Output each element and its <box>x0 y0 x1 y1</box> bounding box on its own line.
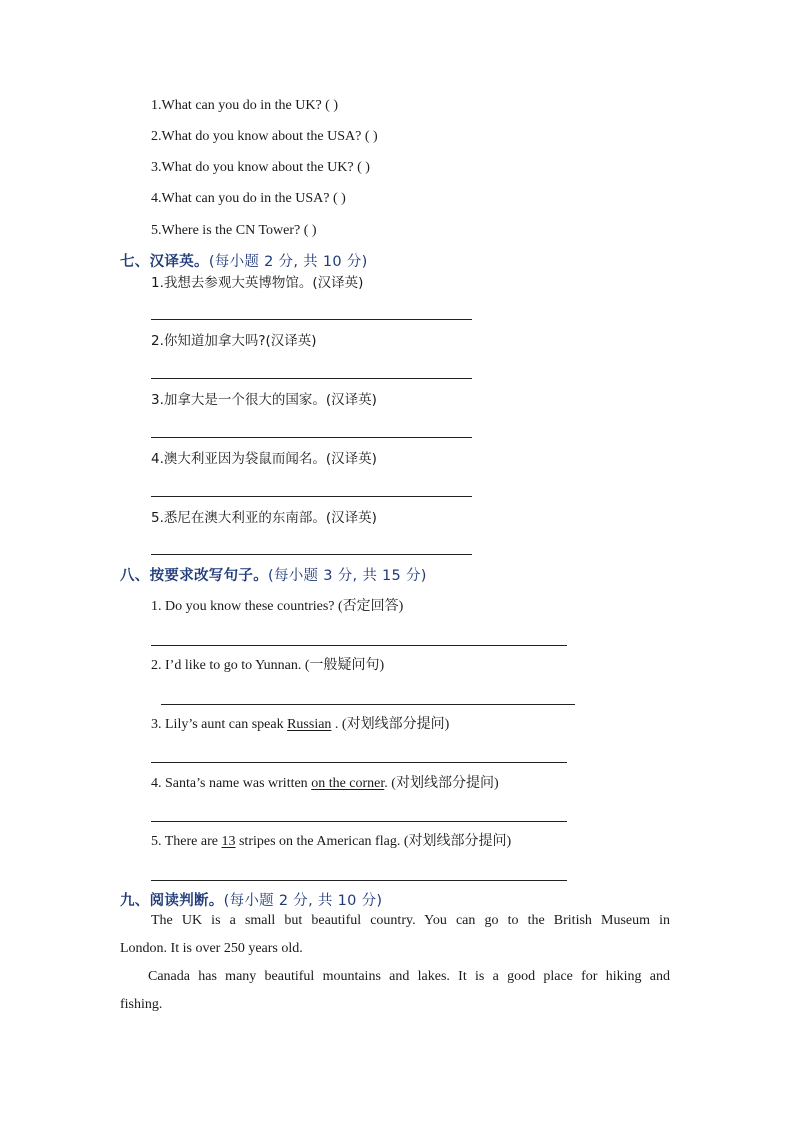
translation-item-1: 1.我想去参观大英博物馆。(汉译英) <box>151 275 364 291</box>
rewrite-item-4-text: 4. Santa’s name was written <box>151 776 312 791</box>
answer-line[interactable] <box>151 880 567 881</box>
rewrite-item-4-instruction: . (对划线部分提问) <box>384 776 499 791</box>
translation-item-5: 5.悉尼在澳大利亚的东南部。(汉译英) <box>151 510 377 526</box>
section-8-score: (每小题 3 分, 共 15 分) <box>268 568 427 584</box>
question-6-2: 2.What do you know about the USA? ( ) <box>151 129 378 144</box>
translation-item-3: 3.加拿大是一个很大的国家。(汉译英) <box>151 392 377 408</box>
section-8-title: 八、按要求改写句子。 <box>120 568 268 584</box>
answer-line[interactable] <box>151 821 567 822</box>
passage-line: The UK is a small but beautiful country. You can go to the British Museum in <box>151 913 670 928</box>
question-6-4: 4.What can you do in the USA? ( ) <box>151 191 346 206</box>
question-6-1: 1.What can you do in the UK? ( ) <box>151 98 338 113</box>
answer-line[interactable] <box>151 554 472 555</box>
question-6-5: 5.Where is the CN Tower? ( ) <box>151 223 317 238</box>
answer-line[interactable] <box>151 645 567 646</box>
rewrite-item-3-instruction: . (对划线部分提问) <box>331 717 450 732</box>
rewrite-item-2: 2. I’d like to go to Yunnan. (一般疑问句) <box>151 658 385 673</box>
answer-line[interactable] <box>151 378 472 379</box>
translation-item-4: 4.澳大利亚因为袋鼠而闻名。(汉译英) <box>151 451 377 467</box>
rewrite-item-3-text: 3. Lily’s aunt can speak <box>151 717 288 732</box>
section-9-title: 九、阅读判断。 <box>120 893 224 909</box>
section-8-heading <box>120 567 427 585</box>
rewrite-item-3 <box>151 716 449 734</box>
section-9-score: (每小题 2 分, 共 10 分) <box>223 893 383 909</box>
rewrite-item-4 <box>151 775 499 793</box>
passage-line: fishing. <box>120 997 163 1012</box>
answer-line[interactable] <box>151 496 472 497</box>
rewrite-item-1: 1. Do you know these countries? (否定回答) <box>151 599 404 614</box>
passage-line: London. It is over 250 years old. <box>120 941 303 956</box>
underlined-word: Russian <box>287 717 332 732</box>
rewrite-item-5-text: 5. There are <box>151 834 222 849</box>
section-7-heading <box>120 253 368 271</box>
section-7-score: (每小题 2 分, 共 10 分) <box>208 254 368 270</box>
answer-line[interactable] <box>151 762 567 763</box>
section-7-title: 七、汉译英。 <box>120 254 209 270</box>
underlined-number: 13 <box>221 834 236 849</box>
reading-passage <box>120 907 670 1019</box>
answer-line[interactable] <box>151 437 472 438</box>
question-6-3: 3.What do you know about the UK? ( ) <box>151 160 370 175</box>
answer-line[interactable] <box>151 319 472 320</box>
translation-item-2: 2.你知道加拿大吗?(汉译英) <box>151 333 317 349</box>
passage-line: Canada has many beautiful mountains and lakes. It is a good place for hiking and <box>148 969 670 984</box>
underlined-phrase: on the corner <box>311 776 385 791</box>
rewrite-item-5 <box>151 833 511 851</box>
rewrite-item-5-instruction: stripes on the American flag. (对划线部分提问) <box>235 834 512 849</box>
answer-line[interactable] <box>161 704 575 705</box>
